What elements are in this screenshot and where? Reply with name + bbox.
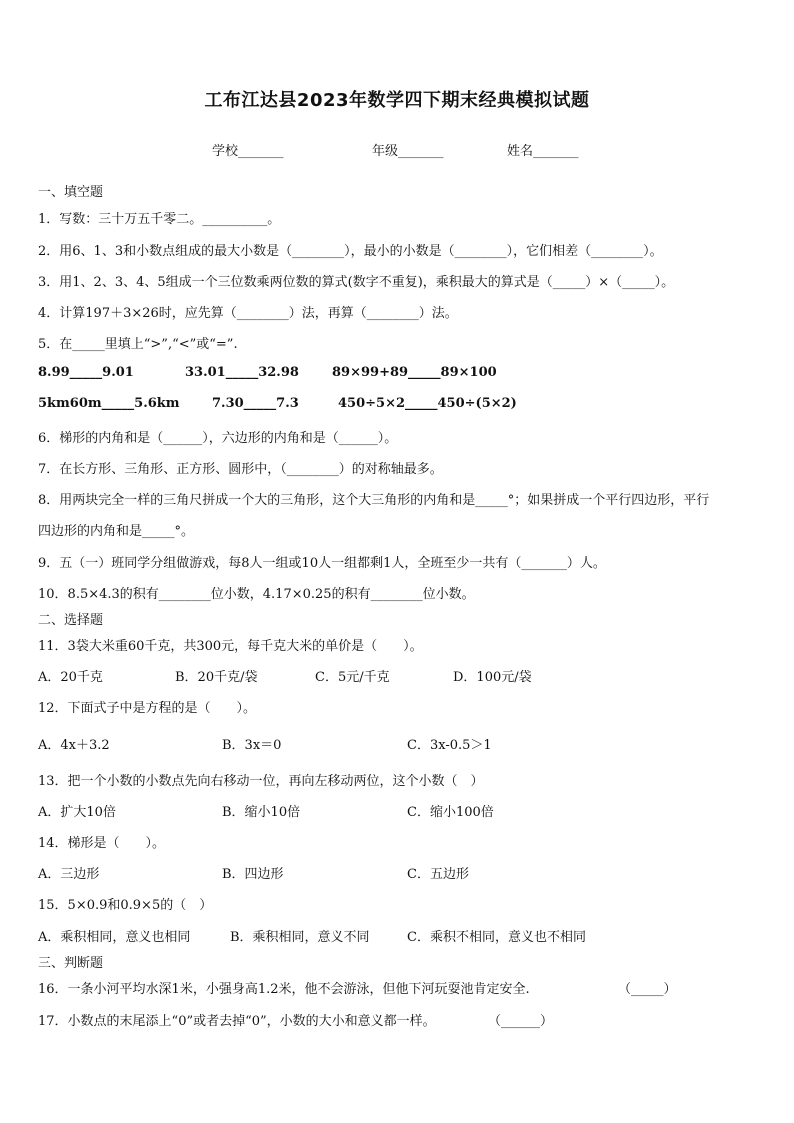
option-c: C．5元/千克	[315, 670, 390, 685]
option-c: C．缩小100倍	[407, 805, 494, 820]
option-b: B．四边形	[222, 867, 284, 882]
name-field: 姓名_______	[507, 144, 579, 159]
question-15: 15．5×0.9和0.9×5的（ ）	[38, 898, 213, 913]
question-9: 9．五（一）班同学分组做游戏，每8人一组或10人一组都剩1人，全班至少一共有（_______）人。	[38, 556, 606, 571]
q5-item: 5km60m_____5.6km	[38, 396, 180, 411]
question-13: 13．把一个小数的小数点先向右移动一位，再向左移动两位，这个小数（ ）	[38, 774, 484, 789]
option-c: C．五边形	[407, 867, 469, 882]
question-8-line-2: 四边形的内角和是_____°。	[38, 524, 195, 539]
option-d: D．100元/袋	[453, 670, 532, 685]
q5-item: 8.99_____9.01	[38, 365, 134, 380]
question-2: 2．用6、1、3和小数点组成的最大小数是（________），最小的小数是（________），它们相差（________）。	[38, 244, 663, 259]
question-8-line-1: 8．用两块完全一样的三角尺拼成一个大的三角形，这个大三角形的内角和是_____°；如果拼成一个平行四边形，平行	[38, 493, 710, 508]
q5-item: 450÷5×2_____450÷(5×2)	[338, 396, 517, 411]
option-a: A．乘积相同，意义也相同	[38, 930, 191, 945]
option-b: B．缩小10倍	[222, 805, 301, 820]
option-a: A．三边形	[38, 867, 100, 882]
section-heading-true-false: 三、判断题	[38, 956, 104, 971]
option-a: A．20千克	[38, 670, 103, 685]
question-1: 1．写数：三十万五千零二。__________。	[38, 212, 281, 227]
option-a: A．4x＋3.2	[38, 738, 110, 753]
option-c: C．乘积不相同，意义也不相同	[407, 930, 586, 945]
school-field: 学校_______	[212, 144, 284, 159]
answer-blank: （_____）	[618, 982, 677, 997]
question-10: 10．8.5×4.3的积有________位小数，4.17×0.25的积有________位小数。	[38, 587, 475, 602]
question-5: 5．在_____里填上“>”,“<”或“=”.	[38, 337, 238, 352]
question-4: 4．计算197＋3×26时，应先算（________）法，再算（________）法。	[38, 306, 458, 321]
question-3: 3．用1、2、3、4、5组成一个三位数乘两位数的算式(数字不重复)，乘积最大的算式是（_____）×（_____）。	[38, 275, 675, 290]
option-b: B．20千克/袋	[175, 670, 258, 685]
question-7: 7．在长方形、三角形、正方形、圆形中，（________）的对称轴最多。	[38, 462, 443, 477]
section-heading-choice: 二、选择题	[38, 613, 104, 628]
question-6: 6．梯形的内角和是（______），六边形的内角和是（______）。	[38, 431, 398, 446]
section-heading-fill-blank: 一、填空题	[38, 185, 104, 200]
question-16: 16．一条小河平均水深1米，小强身高1.2米，他不会游泳，但他下河玩耍池肯定安全.	[38, 982, 530, 997]
option-b: B．乘积相同，意义不同	[230, 930, 370, 945]
question-14: 14．梯形是（ ）。	[38, 836, 166, 851]
page-title: 工布江达县2023年数学四下期末经典模拟试题	[204, 90, 590, 111]
question-17: 17．小数点的末尾添上“0”或者去掉“0”，小数的大小和意义都一样。	[38, 1014, 436, 1029]
grade-field: 年级_______	[372, 144, 444, 159]
question-12: 12．下面式子中是方程的是（ ）。	[38, 701, 257, 716]
question-11: 11．3袋大米重60千克，共300元，每千克大米的单价是（ ）。	[38, 639, 423, 654]
option-a: A．扩大10倍	[38, 805, 116, 820]
answer-blank: （______）	[488, 1014, 554, 1029]
q5-item: 33.01_____32.98	[185, 365, 299, 380]
q5-item: 7.30_____7.3	[212, 396, 299, 411]
option-b: B．3x＝0	[222, 738, 282, 753]
option-c: C．3x-0.5＞1	[407, 738, 492, 753]
q5-item: 89×99+89_____89×100	[332, 365, 497, 380]
